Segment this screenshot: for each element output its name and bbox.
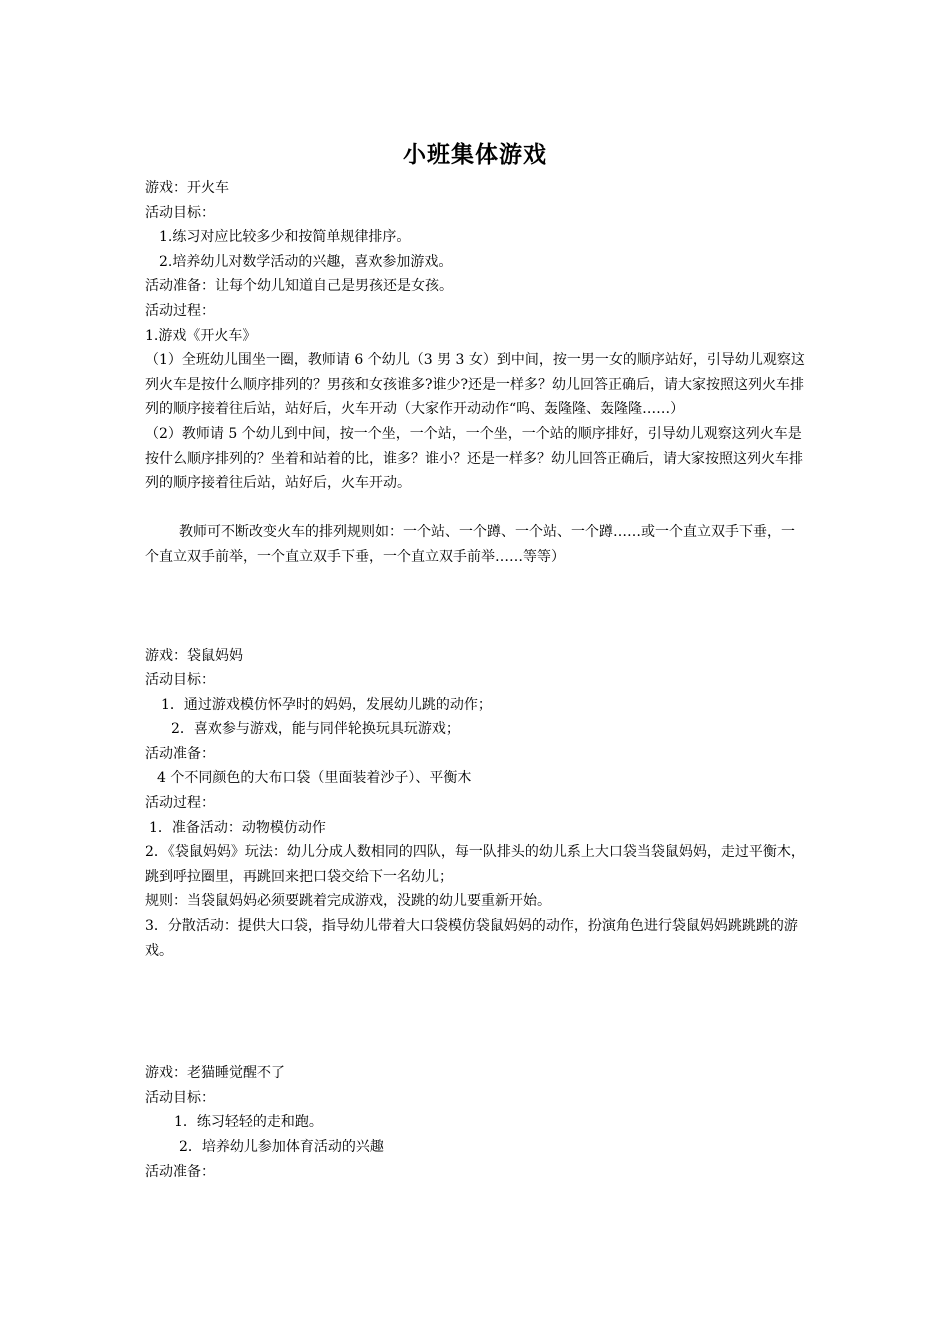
game1-note: 教师可不断改变火车的排列规则如：一个站、一个蹲、一个站、一个蹲……或一个直立双手下垂，一个直立双手前举，一个直立双手下垂，一个直立双手前举……等等） — [145, 524, 795, 565]
game3-name: 游戏：老猫睡觉醒不了 — [145, 1065, 285, 1082]
game3-goal-2: 2．培养幼儿参加体育活动的兴趣 — [179, 1139, 384, 1155]
game1-step-title: 1.游戏《开火车》 — [145, 327, 257, 344]
document-title: 小班集体游戏 — [403, 142, 547, 168]
game2-prep-label: 活动准备： — [145, 745, 215, 762]
game2-goals-label: 活动目标： — [145, 672, 215, 689]
game2-step-1: 1．准备活动：动物模仿动作 — [149, 819, 326, 836]
game2-goal-1: 1．通过游戏模仿怀孕时的妈妈，发展幼儿跳的动作； — [161, 696, 492, 713]
game2-name: 游戏：袋鼠妈妈 — [145, 647, 243, 664]
game3-goals-label: 活动目标： — [145, 1089, 215, 1106]
game3-prep-label: 活动准备： — [145, 1163, 215, 1180]
game1-process-label: 活动过程： — [145, 302, 215, 319]
game2-goal-2: 2．喜欢参与游戏，能与同伴轮换玩具玩游戏； — [171, 721, 460, 738]
game1-name: 游戏：开火车 — [145, 180, 229, 196]
game2-step-2: 2．《袋鼠妈妈》玩法：幼儿分成人数相同的四队，每一队排头的幼儿系上大口袋当袋鼠妈妈，走过平衡木，跳到呼拉圈里，再跳回来把口袋交给下一名幼儿； — [145, 844, 805, 885]
game1-step-1: （1）全班幼儿围坐一圈，教师请 6 个幼儿（3 男 3 女）到中间，按一男一女的顺序站好，引导幼儿观察这列火车是按什么顺序排列的？男孩和女孩谁多?谁少?还是一样多？幼儿回答正确后，请大家按照这列火车排列的顺序接着往后站，站好后，火车开动（大家作开动动作“呜、轰隆隆、轰隆隆……） — [145, 352, 805, 418]
game2-process-label: 活动过程： — [145, 795, 215, 812]
document-body — [145, 176, 807, 1184]
game2-rule: 规则：当袋鼠妈妈必须要跳着完成游戏，没跳的幼儿要重新开始。 — [145, 893, 551, 910]
game1-prep: 活动准备：让每个幼儿知道自己是男孩还是女孩。 — [145, 278, 453, 295]
game1-goals-label: 活动目标： — [145, 204, 215, 221]
game1-step-2: （2）教师请 5 个幼儿到中间，按一个坐，一个站，一个坐，一个站的顺序排好，引导幼儿观察这列火车是按什么顺序排列的？坐着和站着的比，谁多？谁小？还是一样多？幼儿回答正确后，请大家按照这列火车排列的顺序接着往后站，站好后，火车开动。 — [145, 425, 803, 492]
game1-goal-1: 1.练习对应比较多少和按简单规律排序。 — [159, 229, 411, 246]
game3-goal-1: 1．练习轻轻的走和跑。 — [174, 1114, 323, 1131]
game1-goal-2: 2.培养幼儿对数学活动的兴趣，喜欢参加游戏。 — [159, 253, 453, 270]
game2-step-3: 3．分散活动：提供大口袋，指导幼儿带着大口袋模仿袋鼠妈妈的动作，扮演角色进行袋鼠妈妈跳跳跳的游戏。 — [145, 918, 798, 959]
game2-prep: 4 个不同颜色的大布口袋（里面装着沙子）、平衡木 — [157, 770, 472, 787]
